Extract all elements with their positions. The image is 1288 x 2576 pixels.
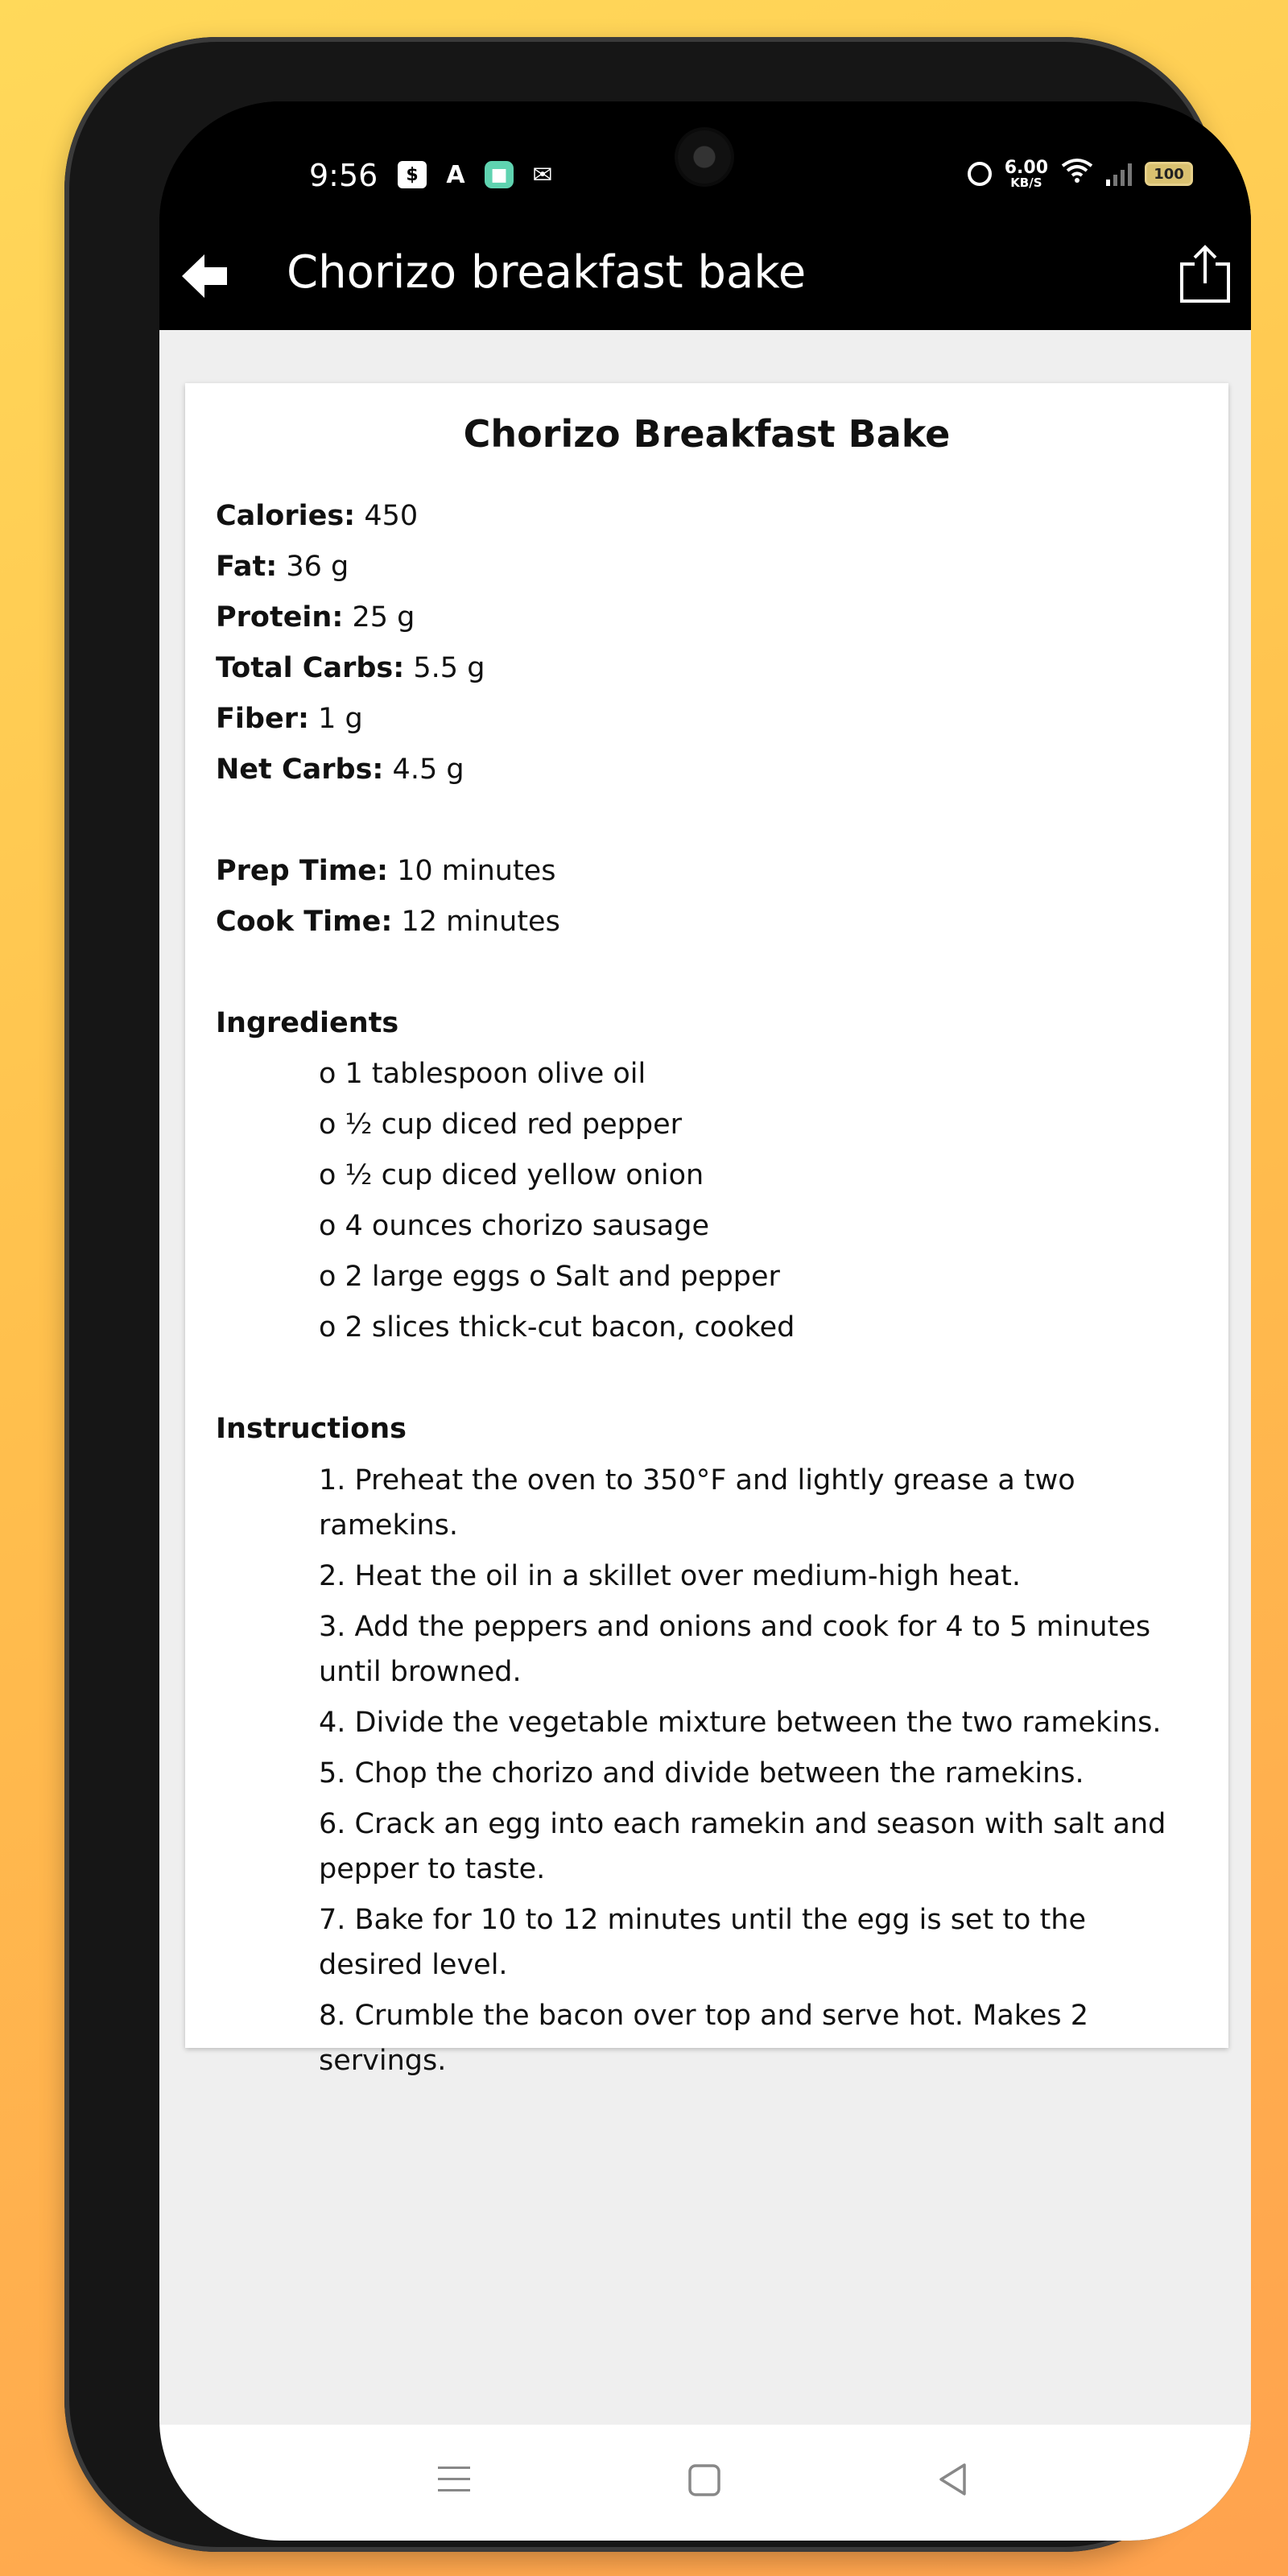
recipe-card <box>185 383 1228 2077</box>
nutrition-row-calories <box>216 491 1198 542</box>
ingredients-list <box>216 1049 1198 1353</box>
instruction-step: 6. Crack an egg into each ramekin and season with salt and pepper to taste. <box>319 1808 1166 1885</box>
nutrition-label: Net Carbs: <box>216 753 384 786</box>
nutrition-row-fat <box>216 542 1198 592</box>
nutrition-value: 4.5 g <box>392 753 464 786</box>
phone-frame <box>64 37 1217 2552</box>
nutrition-value: 5.5 g <box>413 652 485 684</box>
status-time: 9:56 <box>309 158 378 193</box>
app-notification-icon: ■ <box>485 161 514 188</box>
notification-icons <box>398 161 557 188</box>
front-camera <box>678 130 731 184</box>
ingredient-item: o 2 slices thick-cut bacon, cooked <box>319 1311 795 1344</box>
instruction-step: 5. Chop the chorizo and divide between the ramekins. <box>319 1757 1084 1790</box>
alarm-icon <box>968 162 992 186</box>
navigation-bar <box>159 2425 1251 2541</box>
app-title: Chorizo breakfast bake <box>287 246 807 299</box>
time-row-prep <box>216 846 1198 897</box>
nutrition-label: Protein: <box>216 601 344 634</box>
nutrition-label: Total Carbs: <box>216 652 405 684</box>
instruction-step: 7. Bake for 10 to 12 minutes until the egg is set to the desired level. <box>319 1904 1087 1981</box>
arrow-left-icon[interactable] <box>177 248 233 304</box>
nutrition-label: Calories: <box>216 500 356 532</box>
menu-icon[interactable] <box>436 2463 472 2496</box>
ingredient-item: o ½ cup diced red pepper <box>319 1108 683 1141</box>
nutrition-row-protein <box>216 592 1198 643</box>
home-icon[interactable] <box>687 2463 721 2497</box>
spacer <box>216 1353 1198 1404</box>
nutrition-list <box>216 491 1198 795</box>
time-row-cook <box>216 897 1198 947</box>
shopping-bag-icon: $ <box>398 161 427 188</box>
network-speed-unit: KB/S <box>1010 175 1042 190</box>
time-list <box>216 846 1198 947</box>
instruction-step: 1. Preheat the oven to 350°F and lightly grease a two ramekins. <box>319 1464 1075 1542</box>
nutrition-row-total-carbs <box>216 643 1198 694</box>
system-icons <box>968 158 1193 190</box>
network-speed <box>1005 159 1048 189</box>
signal-icon <box>1106 162 1132 186</box>
ingredients-heading: Ingredients <box>216 1007 399 1039</box>
instruction-step: 4. Divide the vegetable mixture between the two ramekins. <box>319 1707 1162 1739</box>
time-value: 12 minutes <box>401 906 560 938</box>
network-speed-value: 6.00 <box>1004 157 1048 178</box>
nutrition-label: Fat: <box>216 551 278 583</box>
nutrition-label: Fiber: <box>216 703 309 735</box>
instruction-step: 3. Add the peppers and onions and cook for 4 to 5 minutes until browned. <box>319 1611 1151 1688</box>
recipe-title: Chorizo Breakfast Bake <box>463 412 951 456</box>
instructions-heading: Instructions <box>216 1413 407 1445</box>
back-triangle-icon[interactable] <box>937 2462 969 2497</box>
nutrition-row-fiber <box>216 694 1198 745</box>
instruction-step: 2. Heat the oil in a skillet over medium-high heat. <box>319 1560 1021 1592</box>
nutrition-value: 36 g <box>286 551 349 583</box>
status-bar <box>159 101 1251 222</box>
content-area[interactable] <box>159 330 1251 2425</box>
screen <box>159 101 1251 2541</box>
mail-icon: ✉ <box>532 160 553 189</box>
time-label: Cook Time: <box>216 906 393 938</box>
wifi-icon <box>1061 158 1093 190</box>
ingredient-item: o 4 ounces chorizo sausage <box>319 1210 710 1242</box>
instruction-step: 8. Crumble the bacon over top and serve hot. Makes 2 servings. <box>319 2000 1088 2077</box>
ingredient-item: o ½ cup diced yellow onion <box>319 1159 704 1191</box>
nutrition-row-net-carbs <box>216 745 1198 795</box>
nutrition-value: 1 g <box>318 703 363 735</box>
time-label: Prep Time: <box>216 855 388 887</box>
spacer <box>216 947 1198 998</box>
nutrition-value: 450 <box>364 500 419 532</box>
spacer <box>216 795 1198 846</box>
text-format-icon: A <box>446 160 465 189</box>
ingredient-item: o 1 tablespoon olive oil <box>319 1058 646 1090</box>
time-value: 10 minutes <box>397 855 556 887</box>
app-bar <box>159 222 1251 330</box>
instructions-list <box>216 1458 1198 2083</box>
share-icon[interactable] <box>1177 243 1233 304</box>
battery-icon: 100 <box>1145 162 1193 186</box>
ingredient-item: o 2 large eggs o Salt and pepper <box>319 1261 780 1293</box>
nutrition-value: 25 g <box>352 601 415 634</box>
